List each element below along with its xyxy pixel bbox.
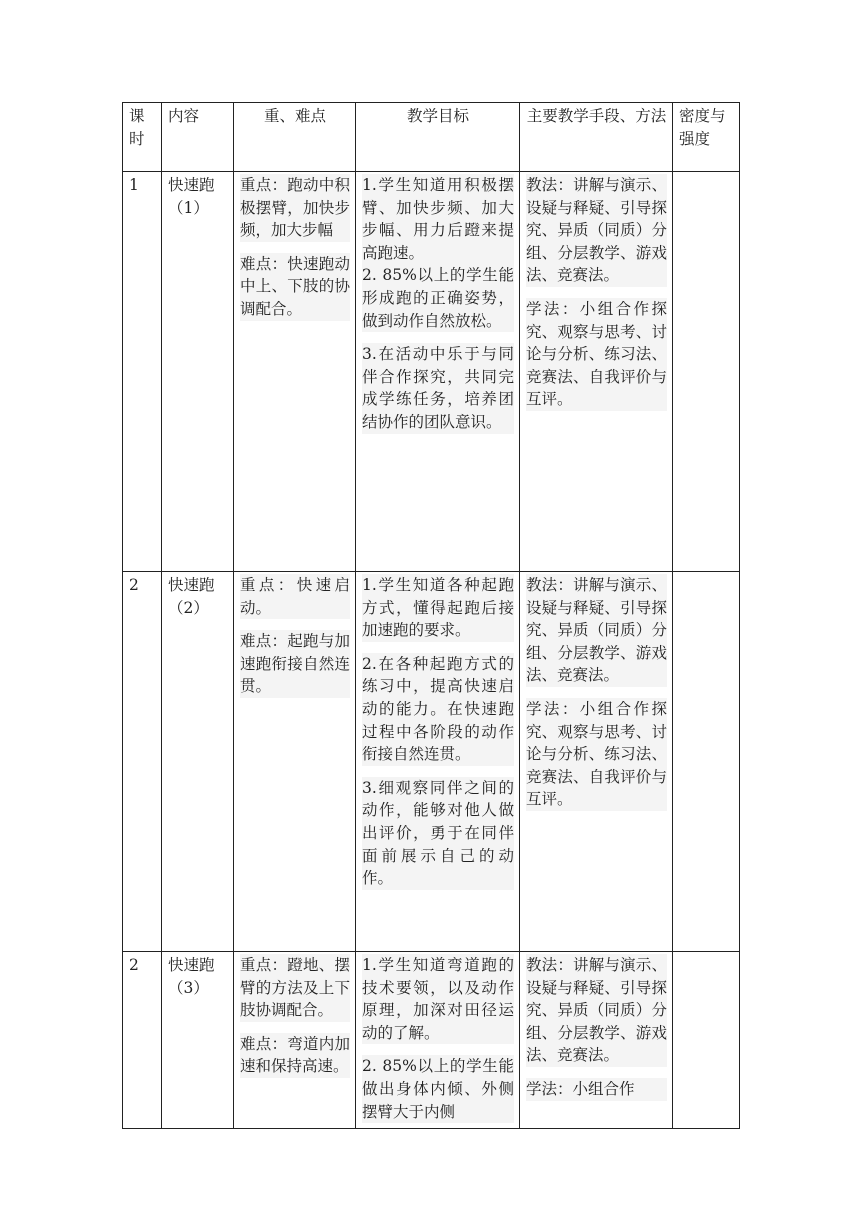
cell-period: 2 [123,952,162,1129]
cell-content: 快速跑（3） [162,952,234,1129]
learn-method-text: 学法：小组合作探究、观察与思考、讨论与分析、练习法、竞赛法、自我评价与互评。 [526,298,667,411]
goal-item: 2.在各种起跑方式的练习中，提高快速启动的能力。在快速跑过程中各阶段的动作衔接自然连贯。 [362,653,514,766]
difficulty-text: 难点：弯道内加速和保持高速。 [240,1033,350,1078]
header-key-points: 重、难点 [234,103,356,172]
cell-methods [520,172,673,572]
learn-method-text: 学法：小组合作探究、观察与思考、讨论与分析、练习法、竞赛法、自我评价与互评。 [526,698,667,811]
header-content: 内容 [162,103,234,172]
cell-methods [520,572,673,952]
table-header-row [123,103,740,172]
table-row [123,572,740,952]
key-point-text: 重点：跑动中积极摆臂，加快步频，加大步幅 [240,174,350,242]
cell-intensity [673,952,740,1129]
teach-method-text: 教法：讲解与演示、设疑与释疑、引导探究、异质（同质）分组、分层教学、游戏法、竞赛法。 [526,954,667,1067]
goal-item: 3.在活动中乐于与同伴合作探究，共同完成学练任务，培养团结协作的团队意识。 [362,343,514,433]
learn-method-text: 学法：小组合作 [526,1078,667,1101]
cell-goals [356,172,520,572]
cell-key-points [234,952,356,1129]
table-row [123,172,740,572]
teach-method-text: 教法：讲解与演示、设疑与释疑、引导探究、异质（同质）分组、分层教学、游戏法、竞赛法。 [526,174,667,287]
cell-goals [356,572,520,952]
goal-item: 2. 85%以上的学生能形成跑的正确姿势，做到动作自然放松。 [362,264,514,332]
difficulty-text: 难点：快速跑动中上、下肢的协调配合。 [240,253,350,321]
goal-item: 3.细观察同伴之间的动作，能够对他人做出评价，勇于在同伴面前展示自己的动作。 [362,777,514,890]
key-point-text: 重点：蹬地、摆臂的方法及上下肢协调配合。 [240,954,350,1022]
cell-intensity [673,572,740,952]
cell-content: 快速跑（1） [162,172,234,572]
lesson-plan-table [122,102,740,1129]
cell-key-points [234,572,356,952]
goal-item: 2. 85%以上的学生能做出身体内倾、外侧摆臂大于内侧 [362,1055,514,1123]
goal-item: 1.学生知道用积极摆臂、加快步频、加大步幅、用力后蹬来提高跑速。 [362,174,514,264]
goal-item: 1.学生知道各种起跑方式，懂得起跑后接加速跑的要求。 [362,574,514,642]
header-intensity: 密度与强度 [673,103,740,172]
difficulty-text: 难点：起跑与加速跑衔接自然连贯。 [240,630,350,698]
cell-period: 1 [123,172,162,572]
cell-key-points [234,172,356,572]
cell-intensity [673,172,740,572]
teach-method-text: 教法：讲解与演示、设疑与释疑、引导探究、异质（同质）分组、分层教学、游戏法、竞赛法。 [526,574,667,687]
cell-methods [520,952,673,1129]
goal-item: 1.学生知道弯道跑的技术要领，以及动作原理，加深对田径运动的了解。 [362,954,514,1044]
table-row [123,952,740,1129]
header-period: 课时 [123,103,162,172]
cell-period: 2 [123,572,162,952]
key-point-text: 重点：快速启动。 [240,574,350,619]
header-methods: 主要教学手段、方法 [520,103,673,172]
header-goals: 教学目标 [356,103,520,172]
cell-goals [356,952,520,1129]
cell-content: 快速跑（2） [162,572,234,952]
